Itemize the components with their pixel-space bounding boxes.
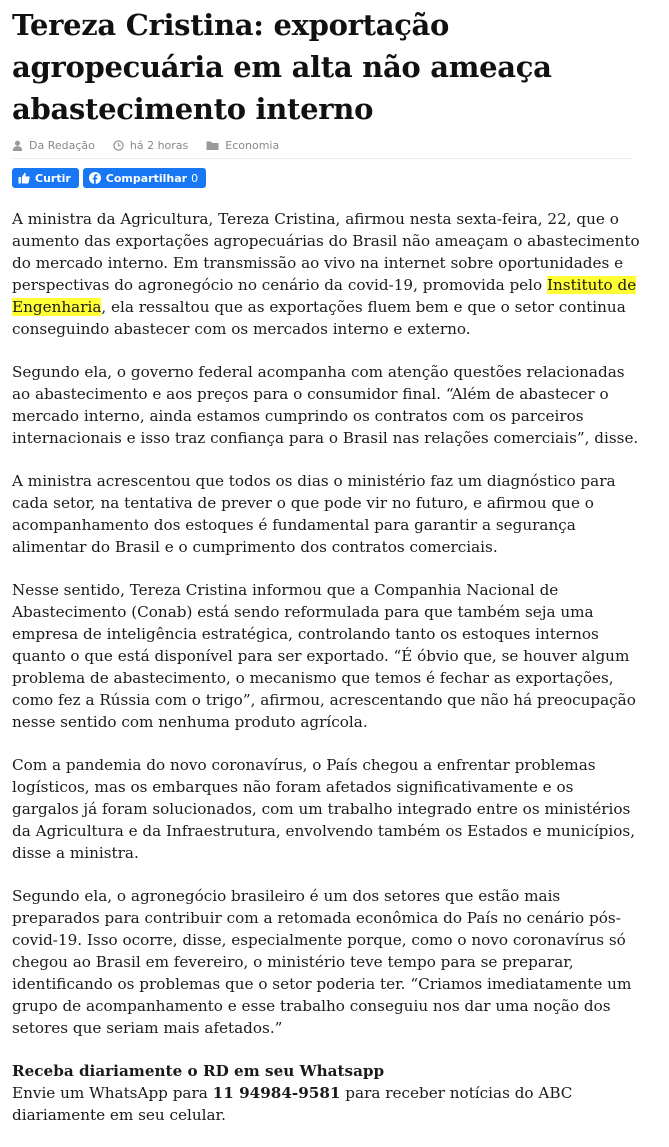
category-link: Economia xyxy=(225,138,280,152)
article-meta xyxy=(12,137,297,153)
share-label: Compartilhar xyxy=(105,171,188,185)
meta-divider xyxy=(12,158,632,159)
category-meta[interactable] xyxy=(206,139,279,152)
author-name: Da Redação xyxy=(29,138,95,152)
cta-heading: Receba diariamente o RD em seu Whatsapp xyxy=(12,1062,385,1080)
publish-time: há 2 horas xyxy=(129,138,189,152)
share-button[interactable] xyxy=(83,168,206,188)
time-meta xyxy=(113,139,188,152)
share-count: 0 xyxy=(191,171,199,185)
like-button[interactable] xyxy=(12,168,79,188)
clock-icon xyxy=(113,140,124,151)
paragraph-2: Segundo ela, o governo federal acompanha com atenção questões relacionadas ao abastecimento e aos preços para o consumidor final. “Além de abastecer o mercado interno, ainda estamos cumprindo os contratos com os parceiros internacionais e isso traz confiança para o Brasil nas relações comerciais”, disse. xyxy=(12,363,639,447)
instituto-link[interactable]: Instituto de Engenharia xyxy=(12,276,637,316)
folder-icon xyxy=(206,140,219,151)
social-buttons xyxy=(12,168,210,188)
author-meta[interactable] xyxy=(12,139,95,152)
paragraph-3: A ministra acrescentou que todos os dias o ministério faz um diagnóstico para cada setor, na tentativa de prever o que pode vir no futuro, e afirmou que o acompanhamento dos estoques é fundamental para garantir a segurança alimentar do Brasil e o cumprimento dos contratos comerciais. xyxy=(12,472,616,556)
whatsapp-number: 11 94984-9581 xyxy=(212,1084,341,1102)
article-title: Tereza Cristina: exportação agropecuária em alta não ameaça abastecimento interno xyxy=(12,8,552,126)
paragraph-4: Nesse sentido, Tereza Cristina informou que a Companhia Nacional de Abastecimento (Conab) está sendo reformulada para que também seja uma empresa de inteligência estratégica, controlando tanto os estoques internos quanto o que está disponível para ser exportado. “É óbvio que, se houver algum problema de abastecimento, o mecanismo que temos é fechar as exportações, como fez a Rússia com o trigo”, afirmou, acrescentando que não há preocupação nesse sentido com nenhuma produto agrícola. xyxy=(12,581,636,731)
paragraph-6: Segundo ela, o agronegócio brasileiro é um dos setores que estão mais preparados para contribuir com a retomada econômica do País no cenário pós-covid-19. Isso ocorre, disse, especialmente porque, como o novo coronavírus só chegou ao Brasil em fevereiro, o ministério teve tempo para se preparar, identificando os problemas que o setor poderia ter. “Criamos imediatamente um grupo de acompanhamento e esse trabalho conseguiu nos dar uma noção dos setores que seriam mais afetados.” xyxy=(12,887,632,1037)
whatsapp-cta: Receba diariamente o RD em seu Whatsapp Envie um WhatsApp para 11 94984-9581 para receber notícias do ABC diariamente em seu celular. xyxy=(12,1062,573,1124)
thumbs-up-icon xyxy=(18,172,30,184)
paragraph-1: A ministra da Agricultura, Tereza Cristina, afirmou nesta sexta-feira, 22, que o aumento das exportações agropecuárias do Brasil não ameaçam o abastecimento do mercado interno. Em transmissão ao vivo na internet sobre oportunidades e perspectivas do agronegócio no cenário da covid-19, promovida pelo Instituto de Engenharia, ela ressaltou que as exportações fluem bem e que o setor continua conseguindo abastecer com os mercados interno e externo. xyxy=(12,210,640,338)
paragraph-5: Com a pandemia do novo coronavírus, o País chegou a enfrentar problemas logísticos, mas os embarques não foram afetados significativamente e os gargalos já foram solucionados, com um trabalho integrado entre os ministérios da Agricultura e da Infraestrutura, envolvendo também os Estados e municípios, disse a ministra. xyxy=(12,756,636,862)
user-icon xyxy=(12,140,23,151)
article-body xyxy=(12,208,642,1147)
facebook-icon xyxy=(89,172,101,184)
like-label: Curtir xyxy=(35,171,71,185)
